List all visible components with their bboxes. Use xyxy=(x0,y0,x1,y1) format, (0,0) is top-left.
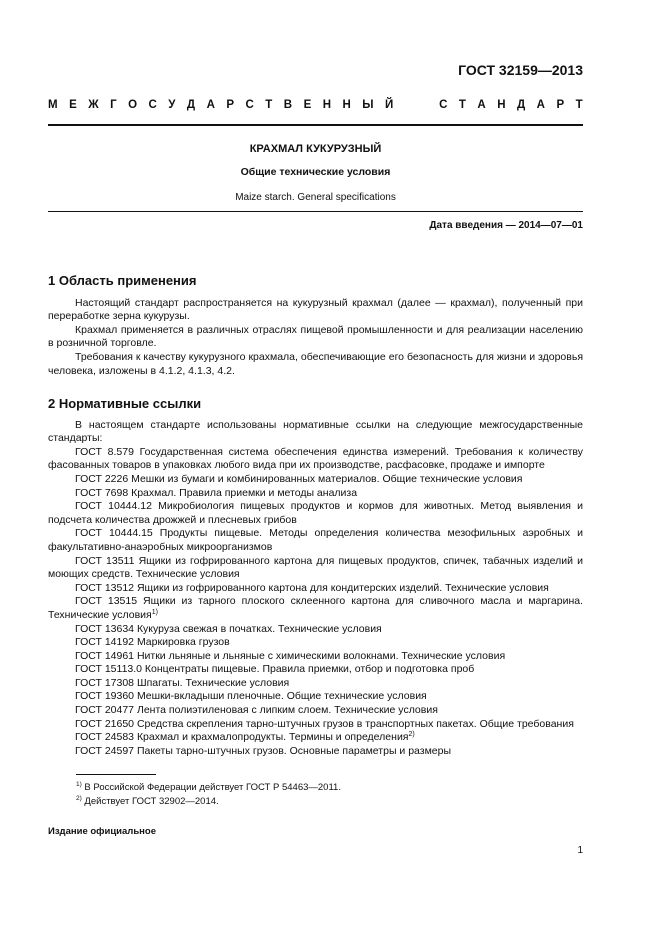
reference-item: ГОСТ 21650 Средства скрепления тарно-штучных грузов в транспортных пакетах. Общие требования xyxy=(75,717,574,730)
reference-item: ГОСТ 17308 Шпагаты. Технические условия xyxy=(75,676,290,689)
footnote: $^{1)}$ В Российской Федерации действует ГОСТ Р 54463—2011. xyxy=(76,781,341,793)
reference-item: ГОСТ 19360 Мешки-вкладыши пленочные. Общие технические условия xyxy=(75,690,427,703)
reference-item: ГОСТ 13515 Ящики из тарного плоского склеенного картона для сливочного масла и маргарина. Технические условия$^{1)}$ xyxy=(48,595,583,621)
paragraph: Требования к качеству кукурузного крахмала, обеспечивающие его безопасность для жизни и здоровья человека, изложены в 4.1.2, 4.1.3, 4.2. xyxy=(48,350,583,377)
footnote: $^{2)}$ Действует ГОСТ 32902—2014. xyxy=(76,795,219,807)
paragraph: В настоящем стандарте использованы нормативные ссылки на следующие межгосударственные стандарты: xyxy=(48,418,583,445)
header-rule xyxy=(48,124,583,126)
footnotes xyxy=(76,781,341,809)
reference-item: ГОСТ 14192 Маркировка грузов xyxy=(75,636,230,649)
reference-item: ГОСТ 13512 Ящики из гофрированного картона для кондитерских изделий. Технические условия xyxy=(75,581,549,594)
document-subtitle: Общие технические условия xyxy=(240,166,391,178)
section-normative-references xyxy=(48,397,583,758)
reference-item: ГОСТ 14961 Нитки льняные и льняные с химическими волокнами. Технические условия xyxy=(75,649,506,662)
reference-item: ГОСТ 7698 Крахмал. Правила приемки и методы анализа xyxy=(75,486,358,499)
reference-item: ГОСТ 2226 Мешки из бумаги и комбинированных материалов. Общие технические условия xyxy=(75,472,523,485)
standard-type-heading: М Е Ж Г О С У Д А Р С Т В Е Н Н Ы Й С Т А Н Д А Р Т xyxy=(48,99,583,111)
english-title: Maize starch. General specifications xyxy=(235,192,396,203)
gost-number: ГОСТ 32159—2013 xyxy=(458,62,583,78)
footnote-mark: 1) xyxy=(151,608,158,616)
reference-item: ГОСТ 20477 Лента полиэтиленовая с липким слоем. Технические условия xyxy=(75,704,438,717)
section-heading: 1 Область применения xyxy=(48,273,197,288)
page-number: 1 xyxy=(577,845,583,856)
reference-item: ГОСТ 24597 Пакеты тарно-штучных грузов. Основные параметры и размеры xyxy=(75,744,452,757)
section-scope xyxy=(48,274,583,378)
footnote-mark: 2) xyxy=(408,731,415,739)
official-edition-label: Издание официальное xyxy=(48,826,156,837)
paragraph: Настоящий стандарт распространяется на кукурузный крахмал (далее — крахмал), полученный при переработке зерна кукурузы. xyxy=(48,296,583,323)
reference-item: ГОСТ 10444.12 Микробиология пищевых продуктов и кормов для животных. Метод выявления и подсчета количества дрожжей и плесневых грибов xyxy=(48,500,583,526)
reference-item: ГОСТ 10444.15 Продукты пищевые. Методы определения количества мезофильных аэробных и факультативно-анаэробных микроорганизмов xyxy=(48,527,583,553)
introduction-date: Дата введения — 2014—07—01 xyxy=(429,220,583,231)
paragraph: Крахмал применяется в различных отраслях пищевой промышленности и для реализации населению в розничной торговле. xyxy=(48,323,583,350)
title-rule xyxy=(48,211,583,212)
reference-item: ГОСТ 13511 Ящики из гофрированного картона для пищевых продуктов, спичек, табачных изделий и моющих средств. Технические условия xyxy=(48,554,583,581)
document-title: КРАХМАЛ КУКУРУЗНЫЙ xyxy=(249,143,382,155)
reference-item: ГОСТ 8.579 Государственная система обеспечения единства измерений. Требования к количеству фасованных товаров в упаковках любого вида при их производстве, расфасовке, продаже и импорте xyxy=(48,445,583,472)
reference-item: ГОСТ 24583 Крахмал и крахмалопродукты. Термины и определения$^{2)}$ xyxy=(75,731,415,744)
reference-item: ГОСТ 15113.0 Концентраты пищевые. Правила приемки, отбор и подготовка проб xyxy=(75,663,475,676)
footnote-rule xyxy=(76,774,156,775)
section-heading: 2 Нормативные ссылки xyxy=(48,396,202,411)
reference-item: ГОСТ 13634 Кукуруза свежая в початках. Технические условия xyxy=(75,622,382,635)
